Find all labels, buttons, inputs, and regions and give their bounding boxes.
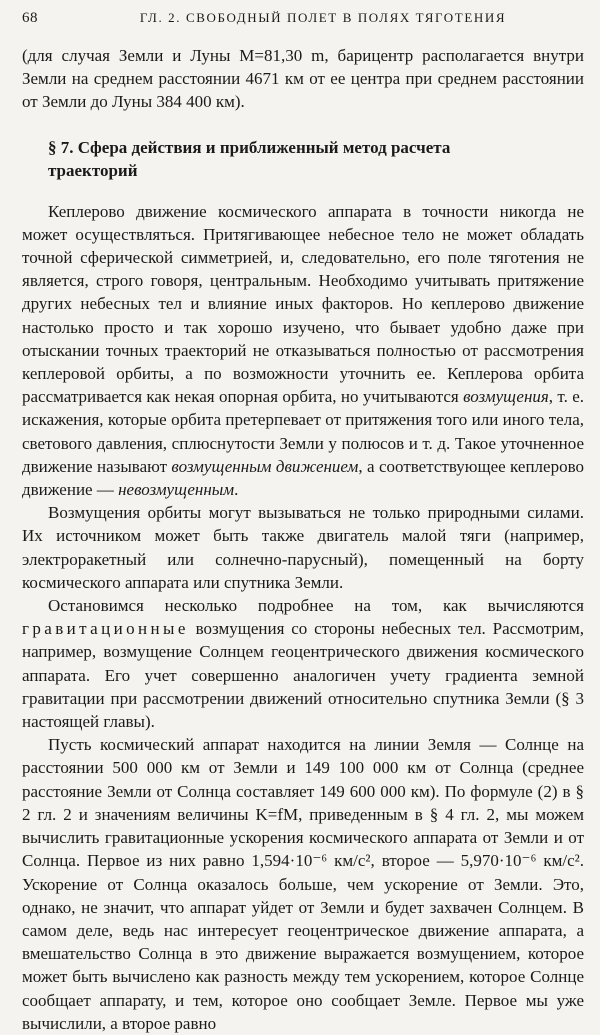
paragraph-text: , а соответствующее кеплерово движение — bbox=[22, 456, 584, 500]
paragraph-text: , т. е. искажения, которые орбита претерпевает от притяжения того или иного тела, светового давления, сплюснутости Земли у полюсов и т. д. Такое уточненное движение называют bbox=[22, 387, 584, 476]
term-perturbed-motion: возмущенным движением bbox=[171, 456, 359, 476]
term-perturbations: возмущения bbox=[463, 387, 549, 407]
paragraph-text: Кеплерово движение космического аппарата в точности никогда не может осуществляться. Притягивающее небесное тело не может обладать точной сферической симметрией, и, следовательно, его поле тяготения не является, строго говоря, центральным. Необходимо учитывать притяжение других небесных тел и влияние иных факторов. Но кеплерово движение настолько просто и так хорошо изучено, что бывает удобно даже при отыскании точных траекторий не отказываться полностью от рассмотрения кеплеровой орбиты, а по возможности уточнить ее. Кеплерова орбита рассматривается как некая опорная орбита, но учитываются bbox=[22, 201, 584, 407]
paragraph-perturbations bbox=[22, 200, 584, 502]
paragraph-gravitational bbox=[22, 594, 584, 733]
paragraph-text: . bbox=[234, 480, 239, 500]
paragraph-example: Пусть космический аппарат находится на линии Земля — Солнце на расстоянии 500 000 км от Земли и 149 100 000 км от Солнца (среднее расстояние Земли от Солнца составляет 149 600 000 км). По формуле (2) в § 2 гл. 2 и значениям величины K=fM, приведенным в § 4 гл. 2, мы можем вычислить гравитационные ускорения космического аппарата от Земли и от Солнца. Первое из них равно 1,594·10⁻⁶ км/с², второе — 5,970·10⁻⁶ км/с². Ускорение от Солнца оказалось больше, чем ускорение от Земли. Это, однако, не значит, что аппарат уйдет от Земли и будет захвачен Солнцем. В самом деле, ведь нас интересует геоцентрическое движение аппарата, а вмешательство Солнца в это движение выражается возмущением, которое может быть вычислено как разность между тем ускорением, которое Солнце сообщает аппарату, и тем, которое оно сообщает Земле. Первое мы уже вычислили, а второе равно bbox=[22, 735, 584, 1033]
term-unperturbed: невозмущенным bbox=[118, 480, 235, 500]
running-head bbox=[22, 10, 584, 27]
page-number: 68 bbox=[22, 10, 38, 26]
page-body bbox=[22, 44, 584, 1035]
paragraph-thrust: Возмущения орбиты могут вызываться не только природными силами. Их источником может быть также двигатель малой тяги (например, электроракетный или солнечно-парусный), помещенный на борту космического аппарата или спутника Земли. bbox=[22, 503, 584, 592]
paragraph-text: возмущения со стороны небесных тел. Рассмотрим, например, возмущение Солнцем геоцентрического движения космического аппарата. Его учет совершенно аналогичен учету градиента земной гравитации при рассмотрении движений относительно спутника Земли (§ 3 настоящей главы). bbox=[22, 619, 584, 732]
paragraph-text: Остановимся несколько подробнее на том, как вычисляются bbox=[48, 596, 584, 616]
chapter-running-title: ГЛ. 2. СВОБОДНЫЙ ПОЛЕТ В ПОЛЯХ ТЯГОТЕНИЯ bbox=[139, 10, 507, 25]
intro-paragraph: (для случая Земли и Луны M=81,30 m, барицентр располагается внутри Земли на среднем расстоянии 4671 км от ее центра при среднем расстоянии от Земли до Луны 384 400 км). bbox=[22, 46, 584, 112]
section-heading: § 7. Сфера действия и приближенный метод расчета траекторий bbox=[48, 137, 451, 180]
term-gravitational: гравитационные bbox=[22, 619, 189, 639]
